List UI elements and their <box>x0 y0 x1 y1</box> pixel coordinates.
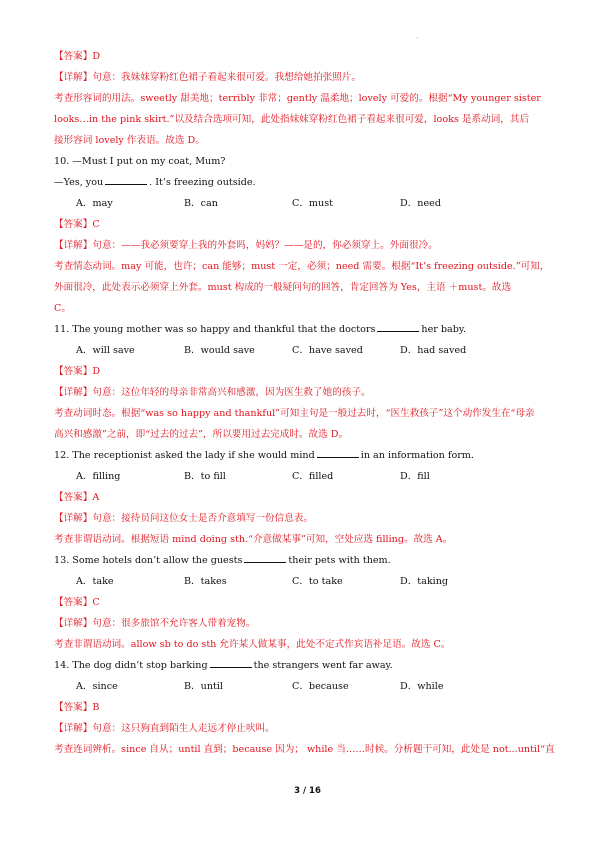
blank-14 <box>210 658 252 668</box>
option-13-b: B．takes <box>184 576 227 587</box>
question-13-stem-part2: their pets with them. <box>288 555 391 566</box>
detail-11: 【详解】句意：这位年轻的母亲非常高兴和感激，因为医生救了她的孩子。 <box>54 387 371 398</box>
option-13-d: D．taking <box>400 576 449 587</box>
question-12-stem <box>54 445 562 466</box>
option-10-d: D．need <box>400 198 441 209</box>
option-11-b: B．would save <box>184 345 255 356</box>
question-10-stem-part1: —Yes, you <box>54 177 104 188</box>
detail-9: 【详解】句意：我妹妹穿粉红色裙子看起来很可爱。我想给她拍张照片。 <box>54 72 361 83</box>
question-14-options <box>54 676 562 697</box>
question-11-stem-part2: her baby. <box>421 324 467 335</box>
option-10-a: A．may <box>76 198 113 209</box>
blank-11 <box>377 322 419 332</box>
detail-14: 【详解】句意：这只狗直到陌生人走远才停止吠叫。 <box>54 723 275 734</box>
question-10-options <box>54 193 562 214</box>
explanation-10-line2: 外面很冷，此处表示必须穿上外套。must 构成的一般疑问句的回答，肯定回答为 Yes，主语 ＋must。故选 <box>54 282 512 293</box>
explanation-9-line2: looks…in the pink skirt.”以及结合选项可知，此处指妹妹穿粉红色裙子看起来很可爱，looks 是系动词，其后 <box>54 114 530 125</box>
detail-13: 【详解】句意：很多旅馆不允许客人带着宠物。 <box>54 618 256 629</box>
page-number: 3 / 16 <box>294 786 321 796</box>
explanation-14-line1: 考查连词辨析。since 自从；until 直到；because 因为； while 当……时候。分析题干可知，此处是 not...until“直 <box>54 744 555 755</box>
explanation-10-line1: 考查情态动词。may 可能，也许；can 能够；must 一定，必须；need 需要。根据“It’s freezing outside.”可知， <box>54 261 550 272</box>
answer-label-11: 【答案】D <box>54 366 101 377</box>
question-12-options <box>54 466 562 487</box>
answer-label-12: 【答案】A <box>54 492 100 503</box>
option-11-d: D．had saved <box>400 345 467 356</box>
option-12-c: C．filled <box>292 471 334 482</box>
answer-label-10: 【答案】C <box>54 219 100 230</box>
option-11-c: C．have saved <box>292 345 363 356</box>
option-12-b: B．to fill <box>184 471 226 482</box>
explanation-9-line3: 接形容词 lovely 作表语。故选 D。 <box>54 135 205 146</box>
blank-10 <box>105 175 147 185</box>
question-13-stem-part1: 13. Some hotels don’t allow the guests <box>54 555 243 566</box>
question-12-stem-part1: 12. The receptionist asked the lady if she would mind <box>54 450 315 461</box>
detail-10: 【详解】句意：——我必须要穿上我的外套吗，妈妈？——是的，你必须穿上。外面很冷。 <box>54 240 438 251</box>
blank-13 <box>244 553 286 563</box>
option-13-a: A．take <box>76 576 114 587</box>
option-11-a: A．will save <box>76 345 135 356</box>
question-10-stem-line2 <box>54 172 562 193</box>
question-11-options <box>54 340 562 361</box>
option-10-b: B．can <box>184 198 218 209</box>
option-14-d: D．while <box>400 681 444 692</box>
question-11-stem <box>54 319 562 340</box>
question-14-stem-part2: the strangers went far away. <box>253 660 393 671</box>
question-11-stem-part1: 11. The young mother was so happy and thankful that the doctors <box>54 324 376 335</box>
question-10-stem-part2: . It’s freezing outside. <box>149 177 256 188</box>
question-12-stem-part2: in an information form. <box>360 450 474 461</box>
answer-label-9: 【答案】D <box>54 51 101 62</box>
option-12-a: A．filling <box>76 471 121 482</box>
option-14-b: B．until <box>184 681 223 692</box>
option-12-d: D．fill <box>400 471 430 482</box>
explanation-13-line1: 考查非谓语动词。allow sb to do sth 允许某人做某事，此处不定式作宾语补足语。故选 C。 <box>54 639 451 650</box>
option-14-c: C．because <box>292 681 349 692</box>
answer-label-14: 【答案】B <box>54 702 100 713</box>
question-13-stem <box>54 550 562 571</box>
explanation-12-line1: 考查非谓语动词。根据短语 mind doing sth.“介意做某事”可知，空处应选 filling。故选 A。 <box>54 534 453 545</box>
blank-12 <box>317 448 359 458</box>
option-14-a: A．since <box>76 681 118 692</box>
detail-12: 【详解】句意：接待员问这位女士是否介意填写一份信息表。 <box>54 513 314 524</box>
content-area <box>54 46 562 760</box>
explanation-11-line2: 高兴和感激”之前，即“过去的过去”，所以要用过去完成时。故选 D。 <box>54 429 349 440</box>
question-10-stem-line1: 10. —Must I put on my coat, Mum? <box>54 156 226 167</box>
question-14-stem-part1: 14. The dog didn’t stop barking <box>54 660 208 671</box>
option-13-c: C．to take <box>292 576 343 587</box>
question-14-stem <box>54 655 562 676</box>
explanation-9-line1: 考查形容词的用法。sweetly 甜美地；terribly 非常；gently 温柔地；lovely 可爱的。根据“My younger sister <box>54 93 541 104</box>
explanation-11-line1: 考查动词时态。根据“was so happy and thankful”可知主句是一般过去时，“医生救孩子”这个动作发生在“母亲 <box>54 408 535 419</box>
explanation-10-line3: C。 <box>54 303 71 314</box>
option-10-c: C．must <box>292 198 333 209</box>
answer-label-13: 【答案】C <box>54 597 100 608</box>
question-13-options <box>54 571 562 592</box>
page-mark: · <box>416 34 419 43</box>
